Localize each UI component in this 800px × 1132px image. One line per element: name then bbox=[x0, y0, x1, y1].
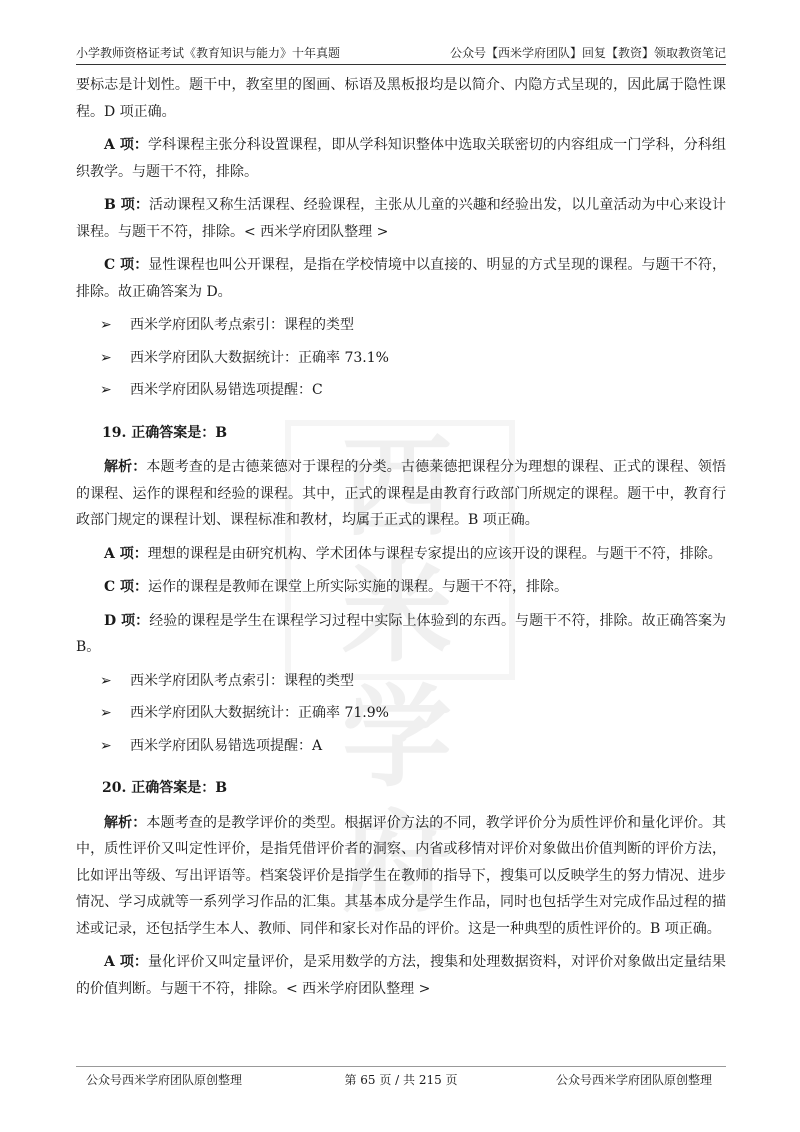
analysis-text: 本题考查的是教学评价的类型。根据评价方法的不同，教学评价分为质性评价和量化评价。其中，质性评价又叫定性评价，是指凭借评价者的洞察、内省或移情对评价对象做出价值判断的评价方法，比如评出等级、写出评语等。档案袋评价是指学生在教师的指导下，搜集可以反映学生的努力情况、进步情况、学习成就等一系列学习作品的汇集。其基本成分是学生作品，同时也包括学生对完成作品过程的描述或记录，还包括学生本人、教师、同伴和家长对作品的评价。这是一种典型的质性评价的。B 项正确。 bbox=[76, 814, 727, 937]
option-text: 活动课程又称生活课程、经验课程，主张从儿童的兴趣和经验出发，以儿童活动为中心来设计课程。与题干不符，排除。< 西米学府团队整理 > bbox=[76, 197, 726, 240]
option-label: C 项： bbox=[104, 579, 149, 595]
analysis-label: 解析： bbox=[104, 814, 147, 831]
watermark: 西米学府 bbox=[285, 420, 515, 680]
option-a-explanation bbox=[76, 949, 726, 1002]
arrow-bullet-icon: ➢ bbox=[100, 349, 112, 366]
header-title: 小学教师资格证考试《教育知识与能力》十年真题 bbox=[76, 46, 341, 60]
option-c-explanation bbox=[76, 574, 726, 601]
option-label: A 项： bbox=[104, 545, 148, 562]
page-number: 第 65 页 / 共 215 页 bbox=[344, 1073, 458, 1087]
list-item: ➢ 西米学府团队易错选项提醒：A bbox=[76, 733, 726, 760]
option-a-explanation bbox=[76, 132, 726, 185]
option-label: B 项： bbox=[104, 197, 149, 213]
arrow-bullet-icon: ➢ bbox=[100, 705, 112, 721]
list-item: ➢ 西米学府团队易错选项提醒：C bbox=[76, 377, 726, 404]
arrow-bullet-icon: ➢ bbox=[100, 317, 112, 333]
arrow-bullet-icon: ➢ bbox=[100, 382, 112, 398]
question-20-analysis bbox=[76, 810, 726, 943]
analysis-label: 解析： bbox=[104, 459, 147, 475]
option-text: 经验的课程是学生在课程学习过程中实际上体验到的东西。与题干不符，排除。故正确答案为 B。 bbox=[76, 612, 727, 655]
arrow-bullet-icon: ➢ bbox=[100, 737, 112, 754]
question-20-heading: 20. 正确答案是：B bbox=[102, 780, 228, 796]
footer-right: 公众号西米学府团队原创整理 bbox=[555, 1073, 712, 1087]
option-text: 理想的课程是由研究机构、学术团体与课程专家提出的应该开设的课程。与题干不符，排除。 bbox=[147, 545, 722, 562]
option-text: 学科课程主张分科设置课程，即从学科知识整体中选取关联密切的内容组成一门学科，分科组织教学。与题干不符，排除。 bbox=[76, 137, 726, 180]
option-label: A 项： bbox=[104, 954, 149, 970]
header-promo: 公众号【西米学府团队】回复【教资】领取教资笔记 bbox=[449, 46, 726, 60]
option-text: 显性课程也叫公开课程，是指在学校情境中以直接的、明显的方式呈现的课程。与题干不符，排除。故正确答案为 D。 bbox=[76, 257, 726, 300]
question-19-analysis bbox=[76, 454, 726, 534]
stats-list bbox=[76, 312, 726, 404]
arrow-bullet-icon: ➢ bbox=[100, 672, 112, 689]
option-a-explanation bbox=[76, 541, 726, 568]
page-content bbox=[76, 72, 726, 1009]
option-c-explanation bbox=[76, 252, 726, 305]
option-label: A 项： bbox=[104, 137, 149, 153]
page-header bbox=[76, 38, 726, 65]
question-19-heading: 19. 正确答案是：B bbox=[102, 424, 228, 441]
paragraph-continuation: 要标志是计划性。题干中，教室里的图画、标语及黑板报均是以简介、内隐方式呈现的，因此属于隐性课程。D 项正确。 bbox=[76, 77, 726, 120]
list-item: ➢ 西米学府团队大数据统计：正确率 71.9% bbox=[76, 700, 726, 727]
option-b-explanation bbox=[76, 192, 726, 245]
analysis-text: 本题考查的是古德莱德对于课程的分类。古德莱德把课程分为理想的课程、正式的课程、领悟的课程、运作的课程和经验的课程。其中，正式的课程是由教育行政部门所规定的课程。题干中，教育行政部门规定的课程计划、课程标准和教材，均属于正式的课程。B 项正确。 bbox=[76, 459, 727, 528]
stats-list bbox=[76, 668, 726, 760]
option-d-explanation bbox=[76, 608, 726, 661]
option-text: 运作的课程是教师在课堂上所实际实施的课程。与题干不符，排除。 bbox=[148, 579, 569, 595]
option-label: D 项： bbox=[104, 612, 150, 629]
page-footer bbox=[76, 1066, 726, 1091]
option-text: 量化评价又叫定量评价，是采用数学的方法，搜集和处理数据资料，对评价对象做出定量结果的价值判断。与题干不符，排除。< 西米学府团队整理 > bbox=[76, 954, 726, 997]
footer-left: 公众号西米学府团队原创整理 bbox=[86, 1073, 243, 1087]
list-item: ➢ 西米学府团队考点索引：课程的类型 bbox=[76, 312, 726, 339]
list-item: ➢ 西米学府团队考点索引：课程的类型 bbox=[76, 668, 726, 695]
list-item: ➢ 西米学府团队大数据统计：正确率 73.1% bbox=[76, 345, 726, 372]
option-label: C 项： bbox=[104, 257, 149, 273]
